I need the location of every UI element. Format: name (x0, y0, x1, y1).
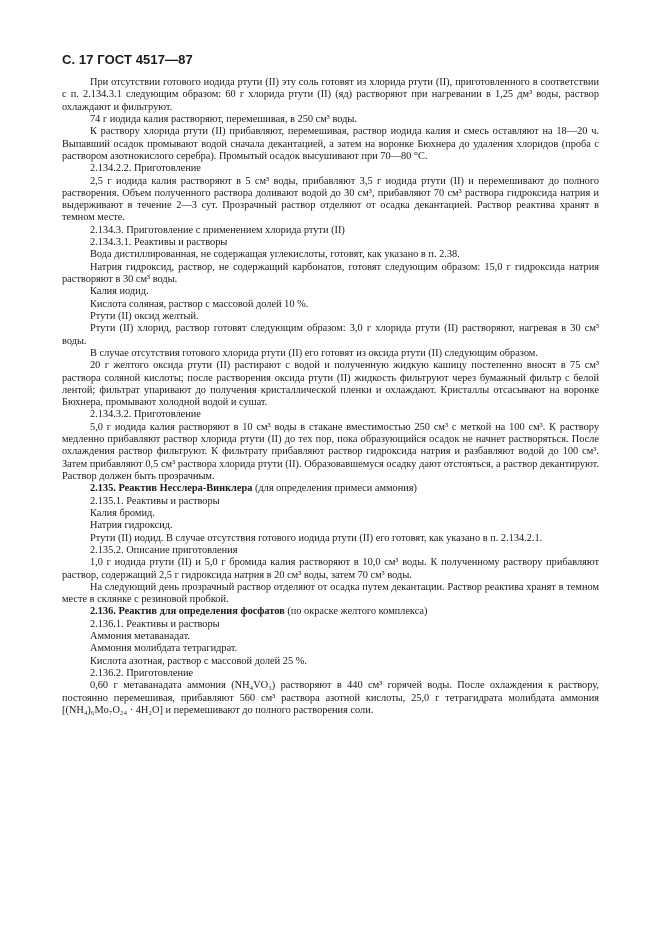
paragraph-text: 2.134.2.2. Приготовление (90, 163, 201, 175)
paragraph-text: Кислота соляная, раствор с массовой долей 10 %. (90, 298, 309, 310)
paragraph (62, 114, 599, 126)
paragraph-text: 2.134.3. Приготовление с применением хлорида ртути (II) (90, 224, 345, 236)
section-heading (62, 409, 599, 421)
section-heading (62, 545, 599, 557)
bold-heading-text: 2.136. Реактив для определения фосфатов (90, 606, 285, 618)
paragraph-text: 2.135.1. Реактивы и растворы (90, 495, 220, 507)
document-body (62, 77, 599, 717)
paragraph-text: 20 г желтого оксида ртути (II) растирают с водой и полученную жидкую кашицу постепенно вносят в 75 см³ раствора соляной кислоты; после растворения оксида ртути (II) жидкость фильтруют через бумажный фильтр с белой лентой; фильтрат упаривают до получения кристаллической пленки и охлаждают. Кристаллы отсасывают на воронке Бюхнера, промывают холодной водой и сушат. (62, 360, 599, 409)
paragraph (62, 323, 599, 348)
paragraph-text: Ртути (II) оксид желтый. (90, 310, 199, 322)
paragraph (62, 508, 599, 520)
paragraph (62, 286, 599, 298)
paragraph-text: 2.134.3.1. Реактивы и растворы (90, 237, 228, 249)
bold-heading-text: 2.135. Реактив Несслера-Винклера (90, 483, 253, 495)
paragraph (62, 643, 599, 655)
paragraph-text: На следующий день прозрачный раствор отделяют от осадка путем декантации. Раствор реактива хранят в темном месте в склянке с резиновой пробкой. (62, 581, 599, 606)
section-heading (62, 163, 599, 175)
paragraph-text: Вода дистиллированная, не содержащая углекислоты, готовят, как указано в п. 2.38. (90, 249, 460, 261)
paragraph-text: (для определения примеси аммония) (252, 483, 418, 495)
paragraph-text: Аммония молибдата тетрагидрат. (90, 643, 238, 655)
paragraph-text: Ртути (II) хлорид, раствор готовят следующим образом: 3,0 г хлорида ртути (II) растворяют, нагревая в 30 см³ воды. (62, 323, 599, 347)
section-heading (62, 668, 599, 680)
paragraph-text: Натрия гидроксид, раствор, не содержащий карбонатов, готовят следующим образом: 15,0 г гидроксида натрия растворяют в 30 см³ воды. (62, 261, 599, 285)
paragraph-text: В случае отсутствия готового хлорида ртути (II) его готовят из оксида ртути (II) следующим образом. (90, 347, 538, 359)
paragraph (62, 176, 599, 225)
section-heading-bold (62, 483, 599, 495)
paragraph-text: Ртути (II) иодид. В случае отсутствия готового иодида ртути (II) его готовят, как указано в п. 2.134.2.1. (90, 532, 543, 544)
paragraph (62, 656, 599, 668)
section-heading-bold (62, 606, 599, 618)
paragraph-text: 2,5 г иодида калия растворяют в 5 см³ воды, прибавляют 3,5 г иодида ртути (II) и перемешивают до полного растворения. Объем полученного раствора доливают водой до 30 см³, прибавляют 70 см³ раствора гидроксида натрия и выдерживают в течение 2—3 сут. Прозрачный раствор отделяют от осадка декантацией. Раствор реактива хранят в темном месте. (62, 175, 599, 224)
page-header: С. 17 ГОСТ 4517—87 (62, 52, 193, 67)
section-heading (62, 619, 599, 631)
paragraph (62, 533, 599, 545)
paragraph (62, 631, 599, 643)
paragraph (62, 520, 599, 532)
paragraph-text: Калия бромид. (90, 507, 155, 519)
paragraph (62, 311, 599, 323)
paragraph-text: Натрия гидроксид. (90, 520, 173, 532)
paragraph-text: Аммония метаванадат. (90, 631, 190, 643)
paragraph (62, 422, 599, 484)
paragraph (62, 77, 599, 114)
paragraph-text: (по окраске желтого комплекса) (284, 606, 428, 618)
paragraph (62, 680, 599, 717)
section-heading (62, 496, 599, 508)
paragraph-text: 1,0 г иодида ртути (II) и 5,0 г бромида калия растворяют в 10,0 см³ воды. К полученному раствору прибавляют раствор, содержащий 2,5 г гидроксида натрия в 20 см³ воды, затем 70 см³ воды. (62, 557, 599, 581)
paragraph-text: 2.136.1. Реактивы и растворы (90, 618, 220, 630)
paragraph-text: 2.134.3.2. Приготовление (90, 409, 201, 421)
paragraph-text: К раствору хлорида ртути (II) прибавляют, перемешивая, раствор иодида калия и смесь оставляют на 18—20 ч. Выпавший осадок промывают водой сначала декантацией, а затем на воронке Бюхнера до удаления хлоридов (проба с раствором азотнокислого серебра). Промытый осадок высушивают при 70—80 °С. (62, 126, 599, 162)
paragraph (62, 360, 599, 409)
paragraph (62, 262, 599, 287)
paragraph (62, 557, 599, 582)
paragraph-text: Калия иодид. (90, 286, 149, 298)
paragraph-text: 2.136.2. Приготовление (90, 668, 194, 679)
section-heading (62, 237, 599, 249)
paragraph-text: 74 г иодида калия растворяют, перемешивая, в 250 см³ воды. (90, 113, 357, 125)
paragraph (62, 299, 599, 311)
paragraph (62, 249, 599, 261)
paragraph (62, 348, 599, 360)
paragraph-text: При отсутствии готового иодида ртути (II) эту соль готовят из хлорида ртути (II), приготовленного в соответствии с п. 2.134.3.1 следующим образом: 60 г хлорида ртути (II) (яд) растворяют при нагревании в 1,25 дм³ воды, раствор охлаждают и фильтруют. (62, 77, 599, 113)
section-heading (62, 225, 599, 237)
paragraph (62, 582, 599, 607)
paragraph (62, 126, 599, 163)
paragraph-text: 5,0 г иодида калия растворяют в 10 см³ воды в стакане вместимостью 250 см³ с меткой на 100 см³. К раствору медленно прибавляют раствор хлорида ртути (II) до тех пор, пока образующийся осадок не начнет растворяться. После охлаждения раствор фильтруют. К фильтрату прибавляют раствор гидроксида натрия и разбавляют водой до 100 см³. Затем прибавляют 0,5 см³ раствора хлорида ртути (II). Образовавшемуся осадку дают отстояться, а раствор декантируют. Раствор должен быть прозрачным. (62, 421, 599, 482)
paragraph-text: 0,60 г метаванадата аммония (NH₄VO₃) растворяют в 440 см³ горячей воды. После охлаждения к раствору, постоянно перемешивая, прибавляют 560 см³ раствора азотной кислоты, 25,0 г тетрагидрата молибдата аммония [(NH₄)₆Mo₇O₂₄ · 4H₂O] и перемешивают до полного растворения соли. (62, 680, 599, 716)
paragraph-text: 2.135.2. Описание приготовления (90, 544, 238, 556)
paragraph-text: Кислота азотная, раствор с массовой долей 25 %. (90, 655, 307, 667)
